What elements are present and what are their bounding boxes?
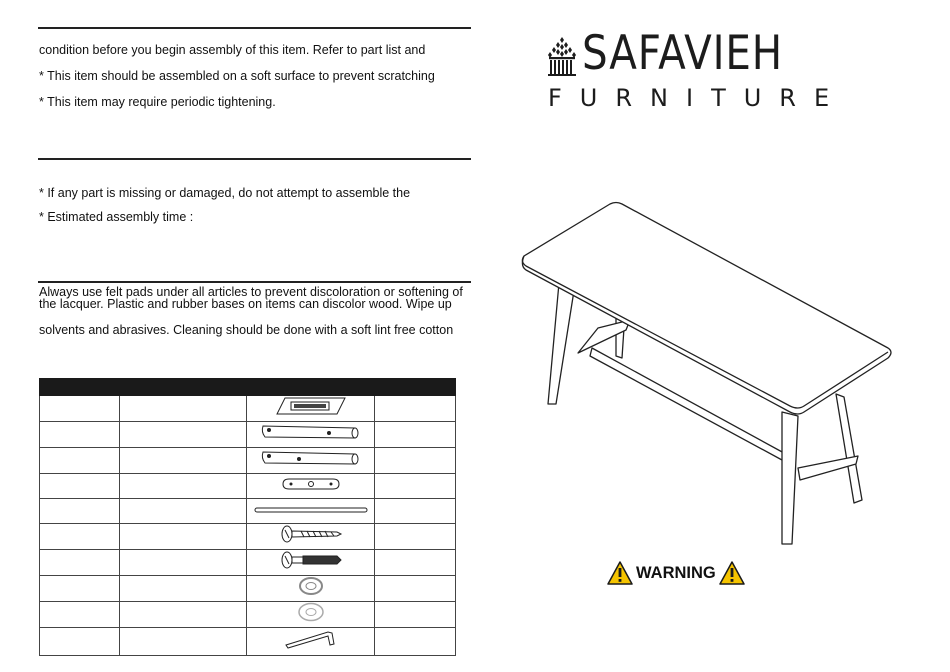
brand-name: SAFAVIEH (582, 26, 784, 81)
warning-triangle-icon (719, 561, 745, 585)
table-row (40, 602, 456, 628)
brand-subtitle: FURNITURE (548, 84, 848, 112)
table-row (40, 628, 456, 656)
table-row (40, 576, 456, 602)
rail-dowel-icon (259, 422, 363, 442)
care-line: solvents and abrasives. Cleaning should be done with a soft lint free cotton (39, 323, 454, 337)
table-row (40, 550, 456, 576)
bracket-plate-icon (275, 396, 347, 416)
bench-leg (836, 394, 862, 503)
flat-washer-icon (296, 602, 326, 622)
table-row (40, 499, 456, 524)
instruction-line: * Estimated assembly time : (39, 210, 194, 224)
rail-dowel-icon (259, 448, 363, 468)
short-bracket-icon (279, 476, 343, 492)
instruction-line: * This item may require periodic tightening. (39, 95, 276, 109)
bolt-icon (279, 524, 343, 544)
bench-leg (782, 412, 798, 544)
warning-triangle-icon (607, 561, 633, 585)
divider-middle (38, 158, 471, 160)
lock-washer-icon (296, 576, 326, 596)
rod-icon (253, 505, 369, 515)
warning-label: WARNING (636, 563, 716, 582)
divider-care (38, 281, 471, 283)
instruction-line: * If any part is missing or damaged, do not attempt to assemble the (39, 186, 411, 200)
table-row (40, 396, 456, 422)
divider-top (38, 27, 471, 29)
safavieh-logo-icon (546, 37, 578, 77)
parts-table (39, 378, 456, 656)
parts-table-header (40, 379, 456, 396)
allen-key-icon (284, 628, 338, 650)
table-row (40, 422, 456, 448)
table-row (40, 524, 456, 550)
instruction-line: * This item should be assembled on a soft surface to prevent scratching (39, 69, 435, 83)
bench-top (522, 203, 891, 415)
table-row (40, 448, 456, 474)
bench-illustration (518, 198, 898, 548)
warning-banner (607, 560, 745, 586)
bolt-icon (279, 550, 343, 570)
instruction-line: condition before you begin assembly of this item. Refer to part list and (39, 43, 426, 57)
care-line: Always use felt pads under all articles to prevent discoloration or softening of (39, 285, 463, 299)
care-line: the lacquer. Plastic and rubber bases on items can discolor wood. Wipe up (39, 297, 452, 311)
table-row (40, 474, 456, 499)
